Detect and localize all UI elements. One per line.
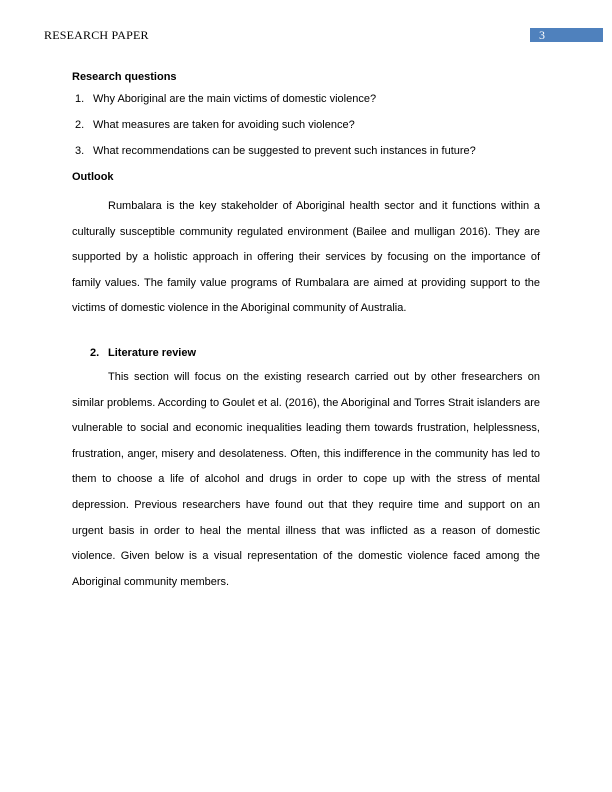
list-item-text: Why Aboriginal are the main victims of domestic violence? bbox=[93, 93, 377, 105]
list-item bbox=[72, 118, 540, 132]
research-questions-heading: Research questions bbox=[72, 71, 177, 83]
page-header bbox=[0, 0, 612, 50]
list-item-text: What recommendations can be suggested to prevent such instances in future? bbox=[93, 145, 476, 157]
research-questions-list bbox=[72, 92, 540, 158]
list-item bbox=[72, 144, 540, 158]
list-item bbox=[72, 92, 540, 106]
page-number: 3 bbox=[539, 28, 545, 42]
list-item-number: 2. bbox=[75, 119, 85, 131]
section-title: Literature review bbox=[108, 346, 197, 359]
running-head: RESEARCH PAPER bbox=[44, 28, 149, 42]
document-body bbox=[72, 70, 540, 595]
list-item-number: 3. bbox=[75, 145, 85, 157]
list-item-number: 1. bbox=[75, 93, 85, 105]
literature-review-paragraph: This section will focus on the existing research carried out by other fresearchers on similar problems. According to Goulet et al. (2016), the Aboriginal and Torres Strait islanders are vulnerable to social and economic inequalities leading them towards frustration, helplessness, frustration, anger, misery and desolateness. Often, this indifference in the community has led to them to choose a life of alcohol and drugs in order to cope up with the stress of mental depression. Previous researchers have found out that they require time and support on an urgent basis in order to heal the mental illness that was inflicted as a reason of domestic violence. Given below is a visual representation of the domestic violence faced among the Aboriginal community members. bbox=[72, 370, 540, 588]
section-number: 2. bbox=[90, 346, 100, 359]
outlook-paragraph: Rumbalara is the key stakeholder of Aboriginal health sector and it functions within a culturally susceptible community regulated environment (Bailee and mulligan 2016). They are supported by a holistic approach in offering their services by focusing on the importance of family values. The family value programs of Rumbalara are aimed at providing support to the victims of domestic violence in the Aboriginal community of Australia. bbox=[72, 200, 540, 315]
page-number-box bbox=[530, 28, 603, 42]
list-item-text: What measures are taken for avoiding such violence? bbox=[93, 119, 355, 131]
literature-review-heading bbox=[72, 346, 540, 360]
outlook-heading: Outlook bbox=[72, 171, 114, 183]
